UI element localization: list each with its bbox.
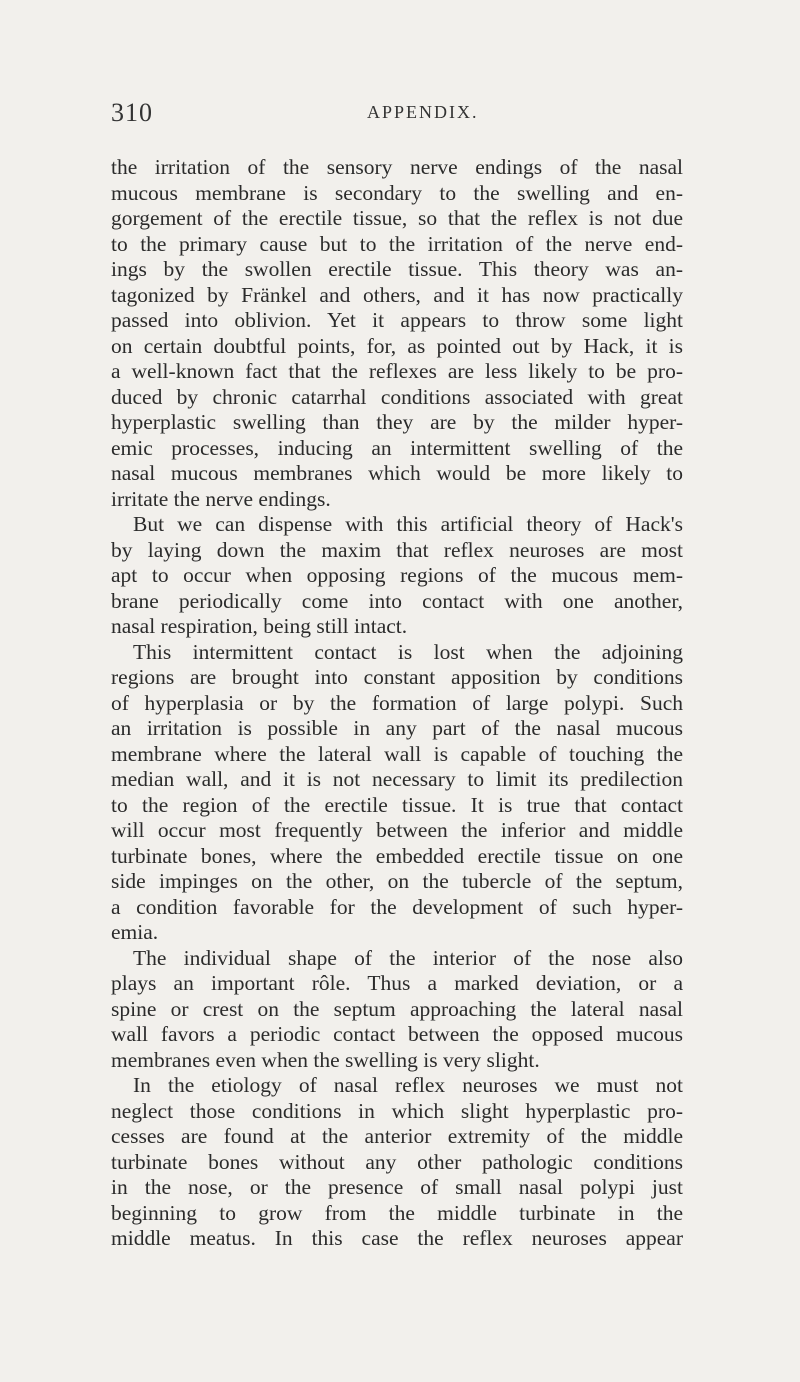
text-line: spine or crest on the septum approaching the lateral nasal xyxy=(111,996,683,1021)
text-line: plays an important rôle. Thus a marked deviation, or a xyxy=(111,971,683,995)
text-line: The individual shape of the interior of the nose also xyxy=(133,945,683,970)
text-line: middle meatus. In this case the reflex neuroses appear xyxy=(111,1226,683,1250)
text-line: apt to occur when opposing regions of the mucous mem- xyxy=(111,563,683,587)
text-line: emia. xyxy=(111,920,159,944)
text-line: mucous membrane is secondary to the swelling and en- xyxy=(111,180,683,205)
text-line: in the nose, or the presence of small nasal polypi just xyxy=(111,1175,683,1199)
text-line: on certain doubtful points, for, as pointed out by Hack, it is xyxy=(111,333,683,358)
body-text xyxy=(111,155,683,1252)
text-line: turbinate bones without any other pathologic conditions xyxy=(111,1149,683,1174)
text-line: a well-known fact that the reflexes are less likely to be pro- xyxy=(111,359,683,383)
text-line: by laying down the maxim that reflex neuroses are most xyxy=(111,537,683,562)
text-line: duced by chronic catarrhal conditions associated with great xyxy=(111,384,683,409)
text-line: beginning to grow from the middle turbinate in the xyxy=(111,1200,683,1225)
text-line: tagonized by Fränkel and others, and it has now practically xyxy=(111,282,683,307)
text-line: In the etiology of nasal reflex neuroses we must not xyxy=(133,1073,683,1097)
page-number: 310 xyxy=(111,98,153,127)
text-line: to the region of the erectile tissue. It is true that contact xyxy=(111,792,683,817)
text-line: to the primary cause but to the irritation of the nerve end- xyxy=(111,231,683,256)
text-line: passed into oblivion. Yet it appears to throw some light xyxy=(111,308,683,332)
text-line: of hyperplasia or by the formation of large polypi. Such xyxy=(111,690,683,715)
text-line: ings by the swollen erectile tissue. This theory was an- xyxy=(111,257,683,281)
text-line: This intermittent contact is lost when the adjoining xyxy=(133,639,683,664)
text-line: median wall, and it is not necessary to limit its predilection xyxy=(111,767,683,791)
text-line: a condition favorable for the development of such hyper- xyxy=(111,894,683,919)
text-line: nasal mucous membranes which would be more likely to xyxy=(111,461,683,485)
text-line: side impinges on the other, on the tubercle of the septum, xyxy=(111,869,683,893)
text-line: regions are brought into constant apposition by conditions xyxy=(111,665,683,689)
text-line: brane periodically come into contact with one another, xyxy=(111,588,683,613)
text-line: cesses are found at the anterior extremity of the middle xyxy=(111,1124,683,1148)
text-line: irritate the nerve endings. xyxy=(111,486,331,511)
text-line: neglect those conditions in which slight hyperplastic pro- xyxy=(111,1098,683,1123)
page-header xyxy=(111,98,683,138)
text-line: nasal respiration, being still intact. xyxy=(111,614,408,638)
text-line: But we can dispense with this artificial theory of Hack's xyxy=(133,512,683,536)
text-line: hyperplastic swelling than they are by the milder hyper- xyxy=(111,410,683,434)
text-line: will occur most frequently between the inferior and middle xyxy=(111,818,683,842)
text-line: turbinate bones, where the embedded erectile tissue on one xyxy=(111,843,683,868)
text-line: an irritation is possible in any part of the nasal mucous xyxy=(111,716,683,740)
text-line: membrane where the lateral wall is capable of touching the xyxy=(111,741,683,766)
text-line: gorgement of the erectile tissue, so that the reflex is not due xyxy=(111,206,683,230)
text-line: emic processes, inducing an intermittent swelling of the xyxy=(111,435,683,460)
text-line: membranes even when the swelling is very slight. xyxy=(111,1047,540,1072)
text-line: the irritation of the sensory nerve endings of the nasal xyxy=(111,155,683,179)
running-head: APPENDIX. xyxy=(367,102,479,122)
text-line: wall favors a periodic contact between the opposed mucous xyxy=(111,1022,683,1046)
